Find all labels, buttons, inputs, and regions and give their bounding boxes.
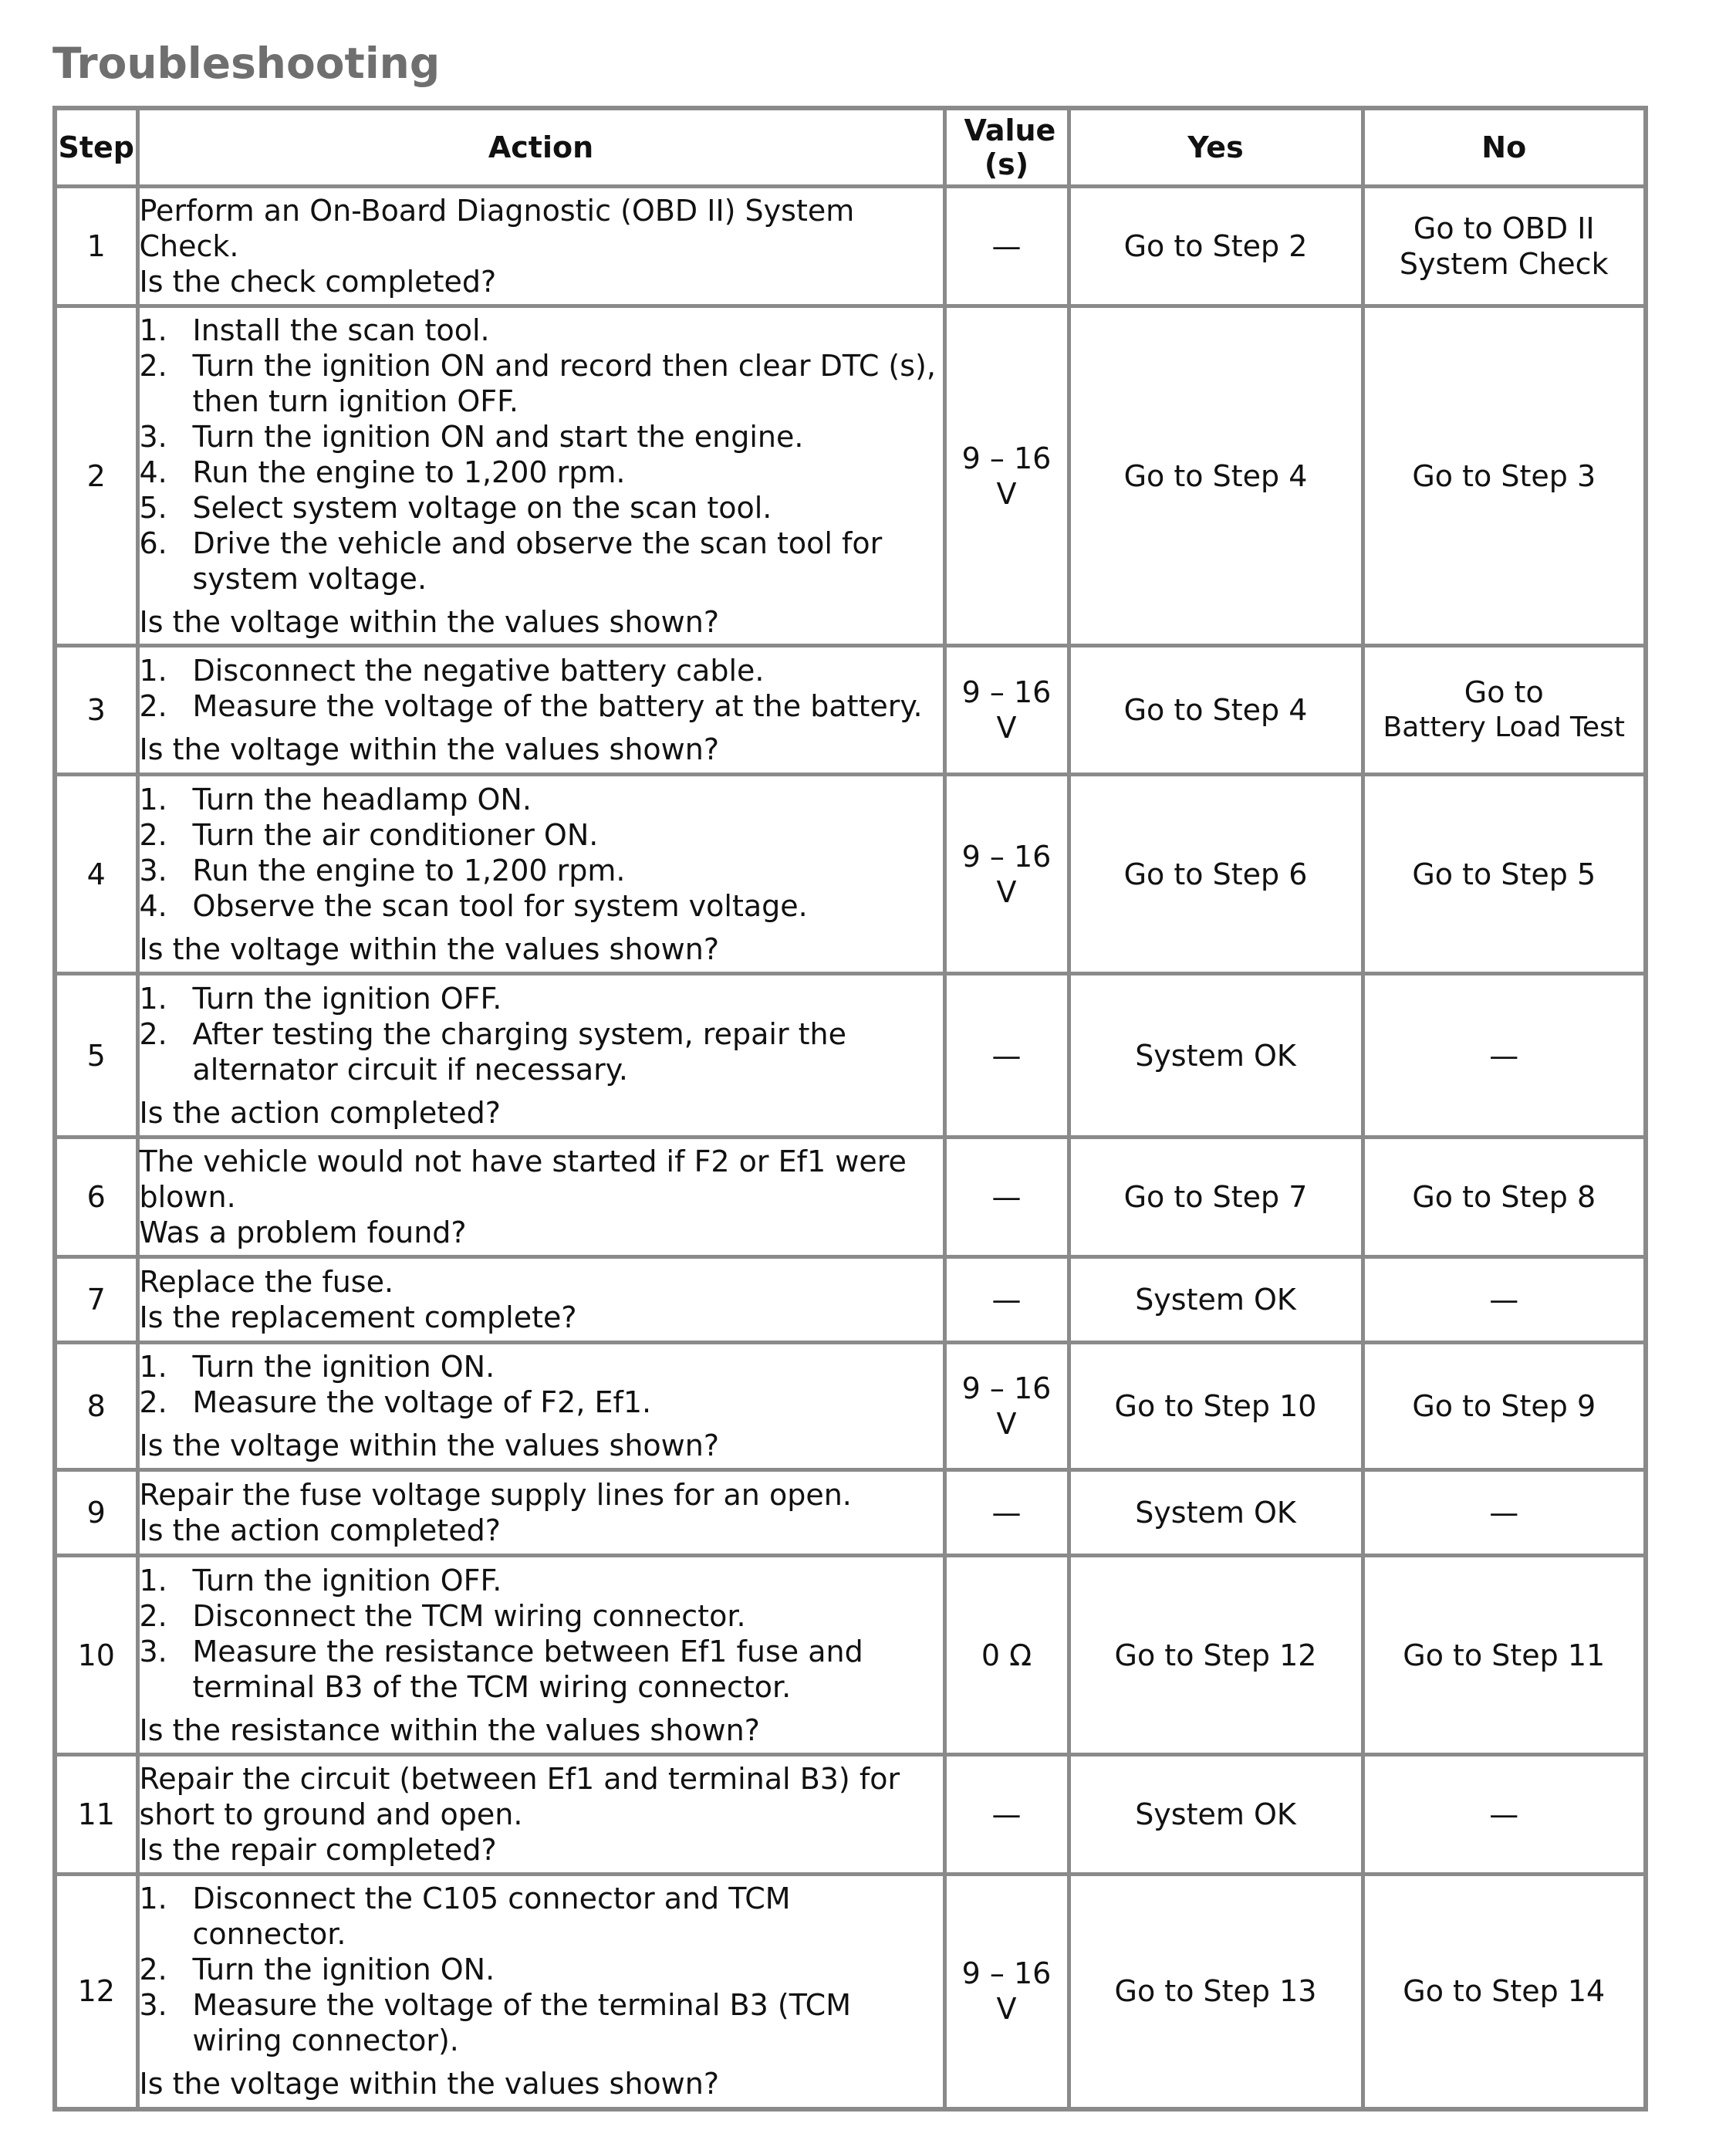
page-title: Troubleshooting [52,39,441,88]
action-cell [137,1343,944,1470]
action-step-text: Drive the vehicle and observe the scan tool for system voltage. [192,526,883,596]
step-number: 5 [55,974,137,1138]
action-question: Is the resistance within the values shown? [139,1713,760,1747]
action-steps-list [140,1563,943,1705]
action-steps-list [140,782,943,924]
action-steps-list [140,653,943,724]
value-text: — [991,1283,1022,1317]
value-text: 9 – 16 V [961,1371,1052,1441]
action-step-number: 2. [139,1016,167,1051]
value-text: — [991,1797,1022,1831]
yes-cell: Go to Step 7 [1069,1138,1363,1257]
yes-cell: System OK [1069,974,1363,1138]
no-text: Go to Step 11 [1403,1638,1606,1672]
action-question: Is the voltage within the values shown? [139,2067,720,2101]
action-steps-list [140,981,943,1087]
table-row [55,646,1646,775]
yes-cell: System OK [1069,1755,1363,1875]
step-number: 8 [55,1343,137,1470]
no-cell [1363,306,1646,646]
table-row [55,187,1646,306]
no-text: — [1489,1038,1519,1073]
value-text: — [991,1038,1022,1073]
action-cell [137,1875,944,2109]
step-number: 2 [55,306,137,646]
table-header-row [55,108,1646,187]
yes-cell: Go to Step 4 [1069,306,1363,646]
step-number: 9 [55,1470,137,1556]
action-step-text: Turn the ignition OFF. [192,981,502,1016]
action-step-number: 2. [139,689,167,723]
action-text: Perform an On-Board Diagnostic (OBD II) System Check. [139,194,855,263]
value-cell [944,187,1069,306]
action-question: Was a problem found? [139,1216,467,1249]
no-cell [1363,1755,1646,1875]
value-text: 9 – 16 V [961,675,1052,745]
value-cell [944,646,1069,775]
action-step-text: Turn the ignition OFF. [192,1563,502,1598]
no-text: — [1489,1283,1519,1317]
action-step-number: 3. [139,419,167,454]
action-step-item [140,419,943,455]
table-row [55,306,1646,646]
action-step-item [140,1952,943,1987]
step-number: 4 [55,775,137,974]
header-value [944,108,1069,187]
action-step-text: Turn the ignition ON. [192,1953,495,1987]
yes-cell: Go to Step 4 [1069,646,1363,775]
action-step-text: After testing the charging system, repair the alternator circuit if necessary. [192,1016,847,1087]
value-cell [944,775,1069,974]
header-step: Step [55,108,137,187]
action-step-text: Measure the voltage of the terminal B3 (TCM wiring connector). [192,1988,851,2058]
action-step-number: 3. [139,1988,167,2023]
action-cell [137,646,944,775]
table-row [55,775,1646,974]
action-step-number: 3. [139,1634,167,1669]
action-cell [137,974,944,1138]
table-row [55,974,1646,1138]
action-step-item [140,1881,943,1952]
action-step-text: Measure the voltage of the battery at the battery. [192,689,923,723]
yes-cell: Go to Step 2 [1069,187,1363,306]
yes-cell: System OK [1069,1257,1363,1343]
action-step-item [140,853,943,888]
action-step-item [140,1634,943,1705]
table-row [55,1470,1646,1556]
yes-cell: Go to Step 13 [1069,1875,1363,2109]
no-cell [1363,1138,1646,1257]
action-step-number: 1. [139,1882,167,1916]
value-cell [944,1470,1069,1556]
action-step-text: Install the scan tool. [192,313,490,347]
no-text: Go to Step 5 [1412,857,1596,891]
action-step-item [140,1385,943,1420]
action-question: Is the check completed? [139,265,497,299]
action-step-number: 4. [139,455,167,489]
action-step-item [140,817,943,853]
action-steps-list [140,313,943,597]
action-step-number: 1. [139,1350,167,1384]
value-cell [944,1755,1069,1875]
no-cell [1363,1343,1646,1470]
action-cell [137,306,944,646]
action-step-number: 1. [139,654,167,688]
value-text: 9 – 16 V [961,441,1052,511]
action-step-number: 2. [139,1598,167,1633]
no-cell [1363,974,1646,1138]
action-step-text: Turn the ignition ON and record then clear DTC (s), then turn ignition OFF. [192,348,936,418]
no-cell [1363,1875,1646,2109]
header-value-label: Value (s) [964,113,1056,181]
action-step-text: Measure the resistance between Ef1 fuse and terminal B3 of the TCM wiring connector. [192,1634,863,1704]
table-row [55,1343,1646,1470]
value-text: — [991,1180,1022,1214]
action-step-number: 1. [139,981,167,1016]
table-row [55,1875,1646,2109]
action-text: Repair the fuse voltage supply lines for an open. [139,1478,852,1512]
no-cell [1363,1257,1646,1343]
action-step-text: Turn the air conditioner ON. [192,817,599,852]
action-cell [137,1470,944,1556]
no-text: Go to OBD II System Check [1399,211,1609,281]
action-step-item [140,888,943,924]
action-cell [137,1138,944,1257]
action-step-item [140,1016,943,1087]
action-question: Is the repair completed? [139,1833,497,1867]
action-steps-list [140,1881,943,2058]
table-row [55,1755,1646,1875]
no-cell [1363,775,1646,974]
yes-cell: Go to Step 6 [1069,775,1363,974]
yes-cell: System OK [1069,1470,1363,1556]
no-cell [1363,646,1646,775]
action-step-text: Turn the ignition ON and start the engine. [192,419,804,454]
no-text-line1: Go to [1464,675,1544,709]
no-text: Go to Step 8 [1412,1180,1596,1214]
value-text: — [991,229,1022,263]
no-text: — [1489,1496,1519,1530]
value-text: 9 – 16 V [961,839,1052,909]
action-step-item [140,1598,943,1634]
action-step-number: 2. [139,1385,167,1419]
action-step-item [140,653,943,688]
action-step-text: Measure the voltage of F2, Ef1. [192,1385,652,1419]
value-cell [944,306,1069,646]
no-cell [1363,187,1646,306]
action-question: Is the voltage within the values shown? [139,604,720,639]
value-cell [944,974,1069,1138]
action-step-number: 5. [139,490,167,525]
action-step-text: Disconnect the C105 connector and TCM connector. [192,1882,791,1952]
step-number: 6 [55,1138,137,1257]
step-number: 10 [55,1556,137,1755]
action-step-number: 1. [139,313,167,347]
action-cell [137,775,944,974]
action-question: Is the voltage within the values shown? [139,732,720,766]
header-yes: Yes [1069,108,1363,187]
table-body [55,187,1646,2109]
action-step-text: Observe the scan tool for system voltage. [192,888,808,923]
value-cell [944,1138,1069,1257]
no-text-line2: Battery Load Test [1383,712,1625,743]
action-step-text: Run the engine to 1,200 rpm. [192,853,626,888]
value-cell [944,1875,1069,2109]
action-cell [137,187,944,306]
action-step-number: 6. [139,526,167,560]
yes-cell: Go to Step 10 [1069,1343,1363,1470]
action-step-number: 4. [139,888,167,923]
action-step-item [140,1563,943,1598]
action-question: Is the replacement complete? [139,1300,577,1334]
header-no: No [1363,108,1646,187]
header-action: Action [137,108,944,187]
no-text: Go to Step 14 [1403,1974,1606,2009]
action-step-item [140,1349,943,1385]
action-step-number: 1. [139,782,167,817]
no-text [1383,675,1625,746]
no-cell [1363,1470,1646,1556]
action-step-text: Disconnect the TCM wiring connector. [192,1598,746,1633]
action-step-number: 2. [139,817,167,852]
no-text: Go to Step 3 [1412,458,1596,493]
value-cell [944,1257,1069,1343]
action-step-text: Turn the ignition ON. [192,1350,495,1384]
action-question: Is the action completed? [139,1095,501,1130]
table-row [55,1257,1646,1343]
action-step-number: 1. [139,1563,167,1598]
action-step-text: Select system voltage on the scan tool. [192,490,772,525]
action-cell [137,1755,944,1875]
troubleshooting-table [52,106,1648,2111]
table-row [55,1138,1646,1257]
value-text: 0 Ω [981,1638,1032,1672]
no-text: Go to Step 9 [1412,1389,1596,1423]
action-question: Is the action completed? [139,1513,501,1547]
yes-cell: Go to Step 12 [1069,1556,1363,1755]
action-question: Is the voltage within the values shown? [139,1429,720,1462]
step-number: 3 [55,646,137,775]
action-step-number: 2. [139,1953,167,1987]
value-cell [944,1343,1069,1470]
step-number: 12 [55,1875,137,2109]
action-step-number: 2. [139,348,167,383]
action-text: The vehicle would not have started if F2 or Ef1 were blown. [139,1145,907,1214]
action-cell [137,1257,944,1343]
action-step-number: 3. [139,853,167,888]
action-step-item [140,490,943,526]
action-step-text: Disconnect the negative battery cable. [192,654,765,688]
action-steps-list [140,1349,943,1420]
step-number: 1 [55,187,137,306]
step-number: 7 [55,1257,137,1343]
action-cell [137,1556,944,1755]
action-question: Is the voltage within the values shown? [139,931,720,966]
action-step-text: Turn the headlamp ON. [192,782,532,817]
action-text: Repair the circuit (between Ef1 and terminal B3) for short to ground and open. [139,1762,900,1831]
action-text: Replace the fuse. [139,1265,394,1299]
action-step-item [140,688,943,724]
value-text: — [991,1496,1022,1530]
action-step-item [140,782,943,817]
action-step-item [140,526,943,597]
table-row [55,1556,1646,1755]
action-step-text: Run the engine to 1,200 rpm. [192,455,626,489]
no-cell [1363,1556,1646,1755]
action-step-item [140,313,943,348]
action-step-item [140,348,943,419]
no-text: — [1489,1797,1519,1831]
action-step-item [140,455,943,490]
action-step-item [140,1987,943,2058]
value-cell [944,1556,1069,1755]
value-text: 9 – 16 V [961,1956,1052,2027]
step-number: 11 [55,1755,137,1875]
action-step-item [140,981,943,1016]
